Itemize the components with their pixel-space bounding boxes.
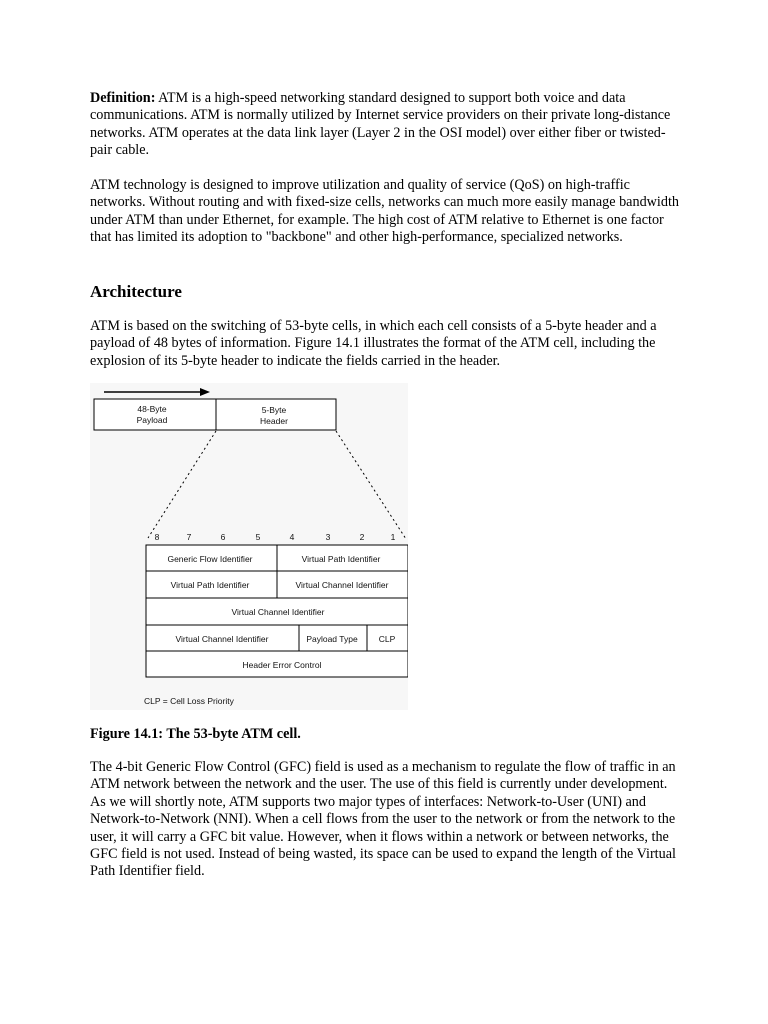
bit-number: 5 (255, 532, 261, 542)
architecture-paragraph: ATM is based on the switching of 53-byte cells, in which each cell consists of a 5-byte header and a payload of 48 bytes of information. Figure 14.1 illustrates the format of the ATM cell, including the explosion of its 5-byte header to indicate the fields carried in the header. (90, 318, 657, 369)
header-label-line1: 5-Byte (261, 405, 287, 415)
definition-label: Definition: (90, 90, 156, 106)
payload-label-line2: Payload (136, 415, 168, 425)
bit-number: 4 (289, 532, 295, 542)
gfc-field: Generic Flow Identifier (167, 554, 253, 564)
explosion-line-right (336, 431, 406, 539)
payload-label-line1: 48-Byte (137, 404, 167, 414)
vci-field-middle: Virtual Channel Identifier (231, 607, 325, 617)
bit-number: 8 (154, 532, 160, 542)
bit-number: 6 (220, 532, 226, 542)
header-label-line2: Header (260, 416, 288, 426)
clp-field: CLP (378, 634, 396, 644)
figure-caption: Figure 14.1: The 53-byte ATM cell. (90, 726, 301, 742)
direction-arrow-icon (104, 388, 210, 396)
vpi-field-upper: Virtual Path Identifier (301, 554, 381, 564)
vci-field-lower: Virtual Channel Identifier (175, 634, 269, 644)
vci-field-upper: Virtual Channel Identifier (295, 580, 389, 590)
explosion-line-left (148, 431, 216, 538)
hec-field: Header Error Control (242, 660, 322, 670)
clp-legend: CLP = Cell Loss Priority (144, 696, 234, 706)
vpi-field-lower: Virtual Path Identifier (170, 580, 250, 590)
architecture-heading: Architecture (90, 282, 182, 301)
gfc-paragraph: The 4-bit Generic Flow Control (GFC) field is used as a mechanism to regulate the flow of traffic in an ATM network between the network and the user. The use of this field is currently under development. As we will shortly note, ATM supports two major types of interfaces: Network-to-User (UNI) and Network-to-Network (NNI). When a cell flows from the user to the network or from the network to the user, it will carry a GFC bit value. However, when it flows within a network or between networks, the GFC field is not used. Instead of being wasted, its space can be used to expand the length of the Virtual Path Identifier field. (90, 759, 676, 880)
definition-paragraph (90, 90, 680, 160)
technology-paragraph: ATM technology is designed to improve utilization and quality of service (QoS) on high-traffic networks. Without routing and with fixed-size cells, networks can much more easily manage bandwidth under ATM than under Ethernet, for example. The high cost of ATM relative to Ethernet is one factor that has limited its adoption to "backbone" and other high-performance, specialized networks. (90, 177, 679, 246)
bit-number: 3 (325, 532, 331, 542)
bit-number: 1 (390, 532, 396, 542)
bit-number: 2 (359, 532, 365, 542)
definition-text: ATM is a high-speed networking standard designed to support both voice and data communications. ATM is normally utilized by Internet service providers on their private long-distance networks. ATM operates at the data link layer (Layer 2 in the OSI model) over either fiber or twisted-pair cable. (90, 90, 671, 159)
payload-type-field: Payload Type (306, 634, 358, 644)
bit-number: 7 (186, 532, 192, 542)
atm-cell-figure (90, 383, 408, 710)
